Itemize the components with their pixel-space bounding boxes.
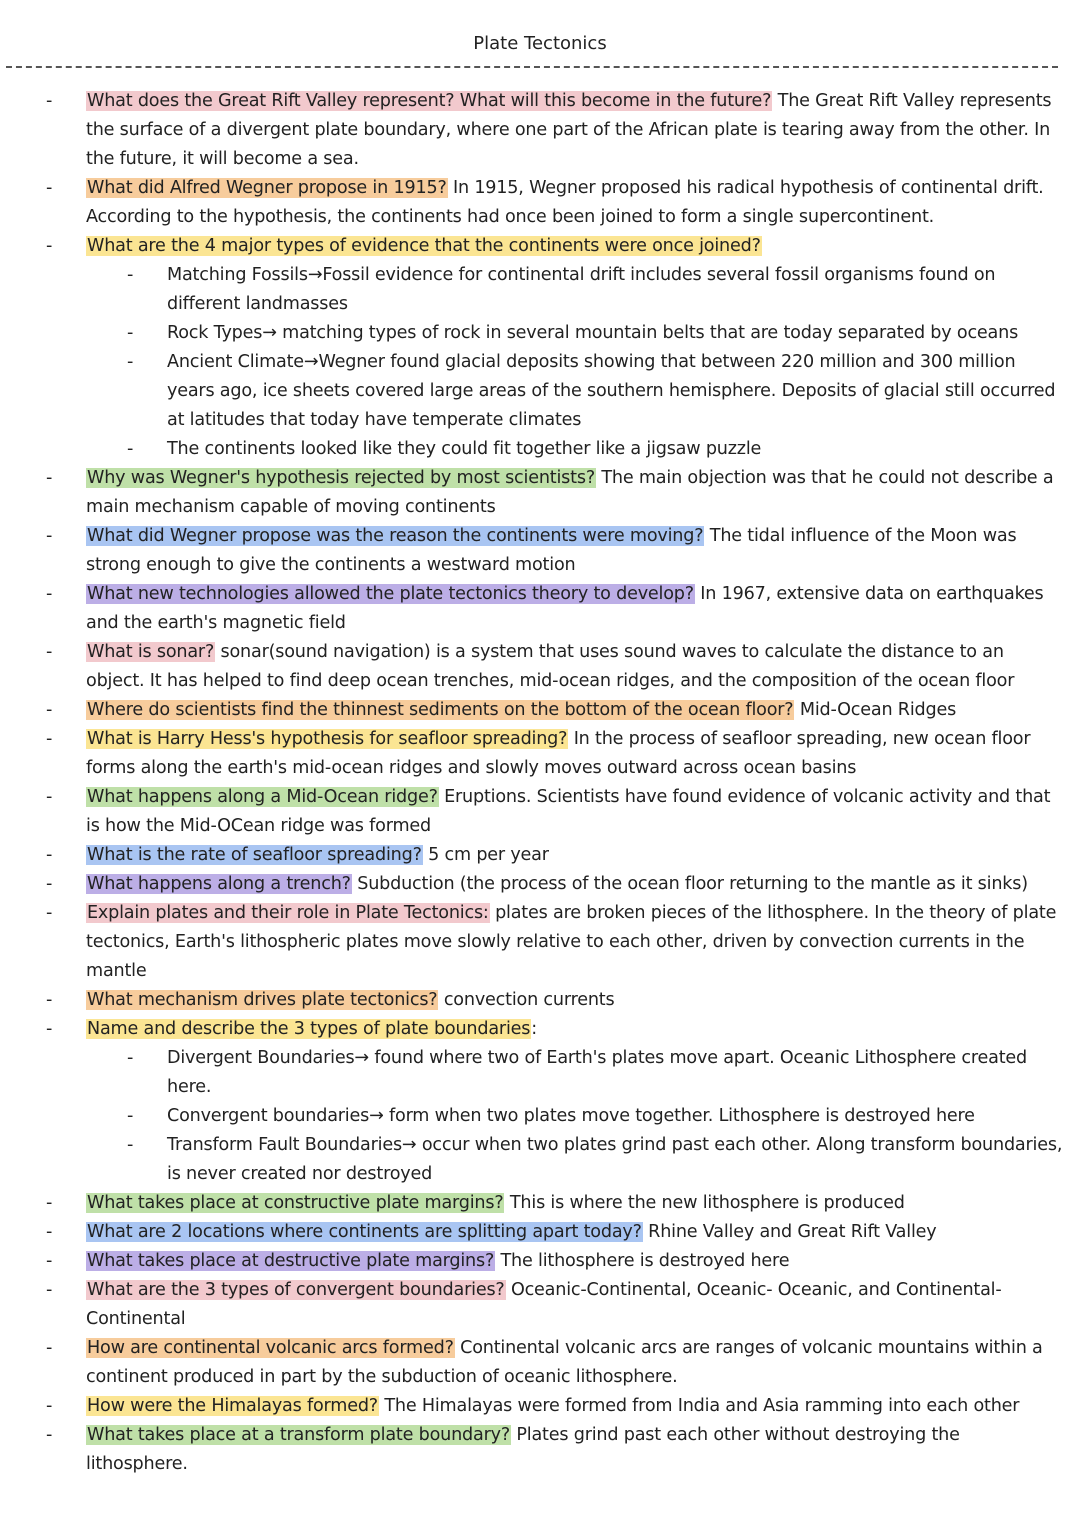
list-item <box>0 870 1080 899</box>
answer-text: The lithosphere is destroyed here <box>495 1251 790 1271</box>
list-item <box>0 899 1080 986</box>
question-highlight: What is the rate of seafloor spreading? <box>87 845 422 865</box>
bullet-dash: - <box>46 642 53 662</box>
answer-text: : <box>531 1019 537 1039</box>
bullet-dash: - <box>46 526 53 546</box>
list-item <box>0 522 1080 580</box>
sub-item-text: Matching Fossils→Fossil evidence for continental drift includes several fossil organisms found on different landmasses <box>167 265 996 314</box>
question-highlight: Where do scientists find the thinnest sediments on the bottom of the ocean floor? <box>87 700 794 720</box>
answer-text: The Himalayas were formed from India and Asia ramming into each other <box>378 1396 1020 1416</box>
answer-text: 5 cm per year <box>422 845 549 865</box>
list-item <box>0 580 1080 638</box>
sub-list-item <box>0 319 1080 348</box>
question-highlight: What happens along a Mid-Ocean ridge? <box>87 787 438 807</box>
list-item <box>0 87 1080 174</box>
answer-text: Eruptions. Scientists have found evidence of volcanic activity and that is how the Mid-OCean ridge was formed <box>86 787 1051 836</box>
answer-text: The Great Rift Valley represents the surface of a divergent plate boundary, where one part of the African plate is tearing away from the other. In the future, it will become a sea. <box>86 91 1052 169</box>
question-highlight: Name and describe the 3 types of plate boundaries <box>87 1019 531 1039</box>
list-item <box>0 1334 1080 1392</box>
bullet-dash: - <box>127 1106 134 1126</box>
question-highlight: What takes place at destructive plate margins? <box>87 1251 495 1271</box>
question-highlight: What takes place at a transform plate boundary? <box>87 1425 510 1445</box>
list-item <box>0 725 1080 783</box>
question-highlight: Why was Wegner's hypothesis rejected by most scientists? <box>87 468 595 488</box>
list-item <box>0 232 1080 261</box>
sub-item-text: Ancient Climate→Wegner found glacial deposits showing that between 220 million and 300 million years ago, ice sheets covered large areas of the southern hemisphere. Deposits of glacial still occurred at latitudes that today have temperate climates <box>167 352 1056 430</box>
bullet-dash: - <box>46 729 53 749</box>
answer-text: The tidal influence of the Moon was strong enough to give the continents a westward motion <box>86 526 1017 575</box>
list-item <box>0 464 1080 522</box>
question-highlight: What are 2 locations where continents are splitting apart today? <box>87 1222 642 1242</box>
bullet-dash: - <box>127 265 134 285</box>
list-item <box>0 696 1080 725</box>
list-item <box>0 1421 1080 1479</box>
notes-list <box>0 87 1080 1479</box>
question-highlight: What are the 4 major types of evidence that the continents were once joined? <box>87 236 761 256</box>
bullet-dash: - <box>46 584 53 604</box>
question-highlight: Explain plates and their role in Plate Tectonics: <box>87 903 489 923</box>
question-highlight: What did Wegner propose was the reason the continents were moving? <box>87 526 704 546</box>
question-highlight: What mechanism drives plate tectonics? <box>87 990 438 1010</box>
list-item <box>0 1247 1080 1276</box>
answer-text: plates are broken pieces of the lithosphere. In the theory of plate tectonics, Earth's lithospheric plates move slowly relative to each other, driven by convection currents in the mantle <box>86 903 1057 981</box>
bullet-dash: - <box>46 1251 53 1271</box>
bullet-dash: - <box>46 1222 53 1242</box>
answer-text: Subduction (the process of the ocean floor returning to the mantle as it sinks) <box>351 874 1028 894</box>
answer-text: convection currents <box>438 990 615 1010</box>
answer-text: This is where the new lithosphere is produced <box>504 1193 905 1213</box>
list-item <box>0 783 1080 841</box>
list-item <box>0 1015 1080 1044</box>
sub-item-text: Rock Types→ matching types of rock in several mountain belts that are today separated by oceans <box>167 323 1019 343</box>
list-item <box>0 986 1080 1015</box>
list-item <box>0 638 1080 696</box>
bullet-dash: - <box>46 468 53 488</box>
bullet-dash: - <box>46 236 53 256</box>
bullet-dash: - <box>46 990 53 1010</box>
sub-list-item <box>0 435 1080 464</box>
bullet-dash: - <box>46 1396 53 1416</box>
question-highlight: What is Harry Hess's hypothesis for seafloor spreading? <box>87 729 568 749</box>
bullet-dash: - <box>46 787 53 807</box>
sub-list-item <box>0 1131 1080 1189</box>
question-highlight: What does the Great Rift Valley represent? What will this become in the future? <box>87 91 772 111</box>
question-highlight: What are the 3 types of convergent boundaries? <box>87 1280 505 1300</box>
bullet-dash: - <box>46 903 53 923</box>
list-item <box>0 174 1080 232</box>
bullet-dash: - <box>46 91 53 111</box>
bullet-dash: - <box>46 1425 53 1445</box>
bullet-dash: - <box>46 700 53 720</box>
answer-text: Oceanic-Continental, Oceanic- Oceanic, and Continental-Continental <box>86 1280 1002 1329</box>
bullet-dash: - <box>46 874 53 894</box>
answer-text: Mid-Ocean Ridges <box>794 700 957 720</box>
answer-text: Continental volcanic arcs are ranges of volcanic mountains within a continent produced in part by the subduction of oceanic lithosphere. <box>86 1338 1043 1387</box>
answer-text: In 1967, extensive data on earthquakes and the earth's magnetic field <box>86 584 1044 633</box>
question-highlight: What takes place at constructive plate margins? <box>87 1193 504 1213</box>
sub-list-item <box>0 1044 1080 1102</box>
bullet-dash: - <box>127 439 134 459</box>
sub-item-text: Transform Fault Boundaries→ occur when two plates grind past each other. Along transform boundaries, is never created nor destroyed <box>167 1135 1063 1184</box>
question-highlight: What new technologies allowed the plate tectonics theory to develop? <box>87 584 694 604</box>
list-item <box>0 841 1080 870</box>
question-highlight: What did Alfred Wegner propose in 1915? <box>87 178 447 198</box>
sub-item-text: The continents looked like they could fit together like a jigsaw puzzle <box>167 439 762 459</box>
answer-text: In the process of seafloor spreading, new ocean floor forms along the earth's mid-ocean ridges and slowly moves outward across ocean basins <box>86 729 1031 778</box>
list-item <box>0 1392 1080 1421</box>
bullet-dash: - <box>46 1193 53 1213</box>
list-item <box>0 1276 1080 1334</box>
bullet-dash: - <box>46 1338 53 1358</box>
question-highlight: How are continental volcanic arcs formed? <box>87 1338 454 1358</box>
bullet-dash: - <box>46 178 53 198</box>
bullet-dash: - <box>46 1019 53 1039</box>
answer-text: Plates grind past each other without destroying the lithosphere. <box>86 1425 960 1474</box>
bullet-dash: - <box>127 323 134 343</box>
bullet-dash: - <box>46 845 53 865</box>
sub-list-item <box>0 1102 1080 1131</box>
page-title: Plate Tectonics <box>473 33 607 54</box>
answer-text: The main objection was that he could not describe a main mechanism capable of moving continents <box>86 468 1054 517</box>
question-highlight: What is sonar? <box>87 642 215 662</box>
title-divider <box>6 66 1058 68</box>
sub-item-text: Convergent boundaries→ form when two plates move together. Lithosphere is destroyed here <box>167 1106 975 1126</box>
answer-text: sonar(sound navigation) is a system that uses sound waves to calculate the distance to an object. It has helped to find deep ocean trenches, mid-ocean ridges, and the composition of the ocean floor <box>86 642 1015 691</box>
sub-list-item <box>0 348 1080 435</box>
list-item <box>0 1189 1080 1218</box>
answer-text: Rhine Valley and Great Rift Valley <box>642 1222 937 1242</box>
bullet-dash: - <box>127 1048 134 1068</box>
bullet-dash: - <box>46 1280 53 1300</box>
list-item <box>0 1218 1080 1247</box>
question-highlight: What happens along a trench? <box>87 874 351 894</box>
sub-item-text: Divergent Boundaries→ found where two of Earth's plates move apart. Oceanic Lithosphere created here. <box>167 1048 1027 1097</box>
sub-list-item <box>0 261 1080 319</box>
question-highlight: How were the Himalayas formed? <box>87 1396 378 1416</box>
answer-text: In 1915, Wegner proposed his radical hypothesis of continental drift. According to the hypothesis, the continents had once been joined to form a single supercontinent. <box>86 178 1044 227</box>
bullet-dash: - <box>127 352 134 372</box>
bullet-dash: - <box>127 1135 134 1155</box>
